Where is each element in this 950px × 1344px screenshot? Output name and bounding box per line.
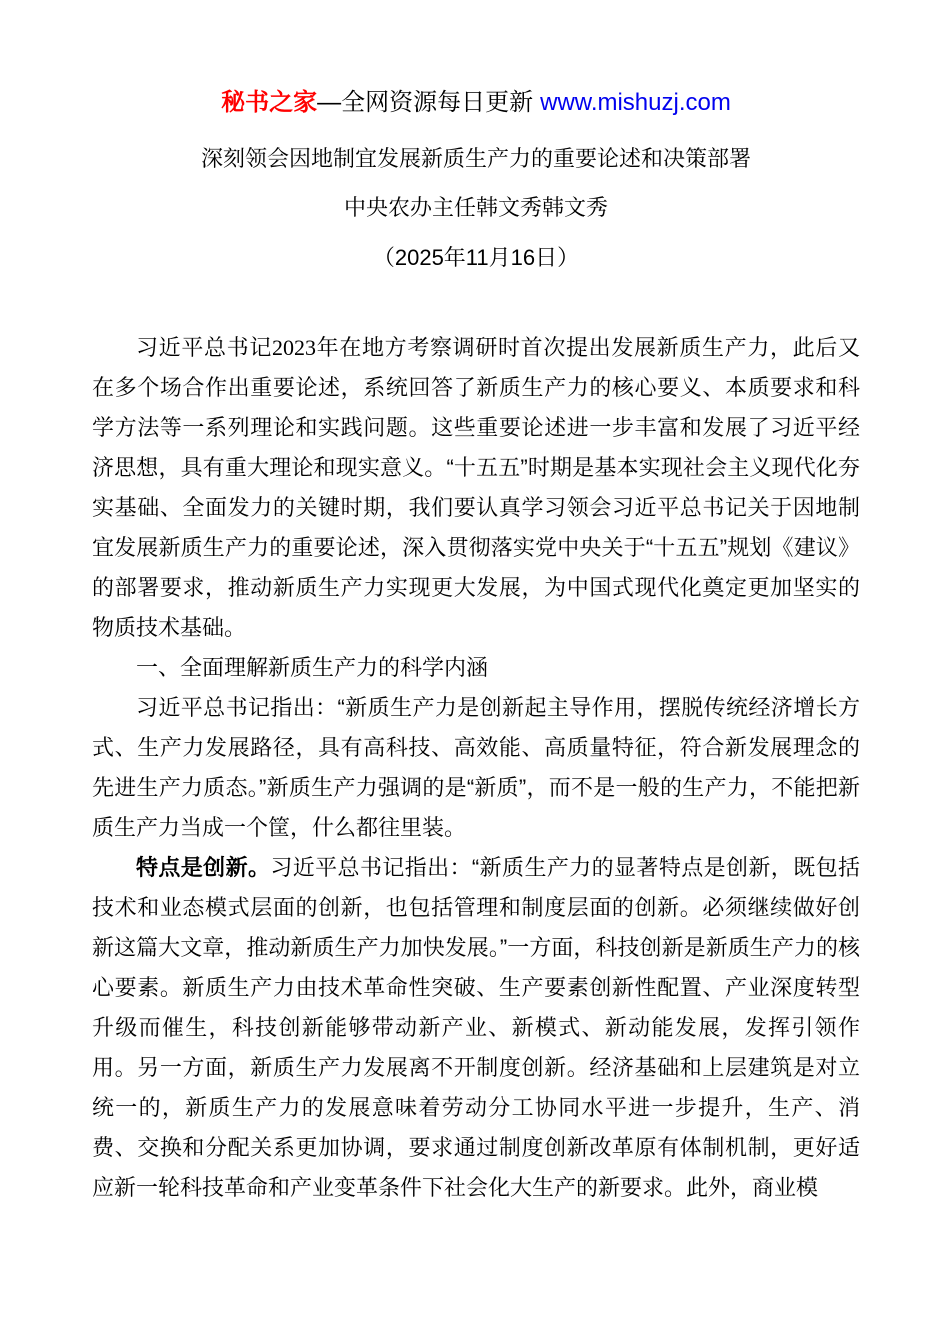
section-heading xyxy=(92,648,860,688)
paragraph-text: 年在地方考察调研时首次提出发展新质生产力，此后又在多个场合作出重要论述，系统回答了新质生产力的核心要义、本质要求和科学方法等一系列理论和实践问题。这些重要论述进一步丰富和发展了习近平经济思想，具有重大理论和现实意义。“十五五”时期是基本实现社会主义现代化夯实基础、全面发力的关键时期，我们要认真学习领会习近平总书记关于因地制宜发展新质生产力的重要论述，深入贯彻落实党中央关于“十五五”规划《建议》的部署要求，推动新质生产力实现更大发展，为中国式现代化奠定更加坚实的物质技术基础。 xyxy=(92,335,860,640)
author-line: 中央农办主任韩文秀韩文秀 xyxy=(343,195,608,220)
date-line: （2025年11月16日） xyxy=(372,245,580,270)
numeral-text: 2023 xyxy=(272,335,316,360)
site-brand: 秘书之家 xyxy=(221,89,318,116)
paragraph-lead-text: 特点是创新。 xyxy=(136,855,271,880)
paragraph-text: 习近平总书记 xyxy=(136,335,272,360)
site-tagline: —全网资源每日更新 xyxy=(317,89,534,116)
body-paragraph xyxy=(92,848,860,1208)
document-title: 深刻领会因地制宜发展新质生产力的重要论述和决策部署 xyxy=(200,146,751,171)
site-header xyxy=(92,88,860,118)
paragraph-text: 习近平总书记指出：“新质生产力的显著特点是创新，既包括技术和业态模式层面的创新，也包括管理和制度层面的创新。必须继续做好创新这篇大文章，推动新质生产力加快发展。”一方面，科技创新是新质生产力的核心要素。新质生产力由技术革命性突破、生产要素创新性配置、产业深度转型升级而催生，科技创新能够带动新产业、新模式、新动能发展，发挥引领作用。另一方面，新质生产力发展离不开制度创新。经济基础和上层建筑是对立统一的，新质生产力的发展意味着劳动分工协同水平进一步提升，生产、消费、交换和分配关系更加协调，要求通过制度创新改革原有体制机制，更好适应新一轮科技革命和产业变革条件下社会化大生产的新要求。此外，商业模 xyxy=(92,855,860,1200)
document-body xyxy=(92,328,860,1208)
body-paragraph xyxy=(92,688,860,848)
paragraph-text: 习近平总书记指出：“新质生产力是创新起主导作用，摆脱传统经济增长方式、生产力发展路径，具有高科技、高效能、高质量特征，符合新发展理念的先进生产力质态。”新质生产力强调的是“新质”，而不是一般的生产力，不能把新质生产力当成一个筐，什么都往里装。 xyxy=(92,695,860,840)
paragraph-text: 一、全面理解新质生产力的科学内涵 xyxy=(136,655,489,680)
site-url-link[interactable]: www.mishuzj.com xyxy=(540,89,731,116)
body-paragraph xyxy=(92,328,860,648)
